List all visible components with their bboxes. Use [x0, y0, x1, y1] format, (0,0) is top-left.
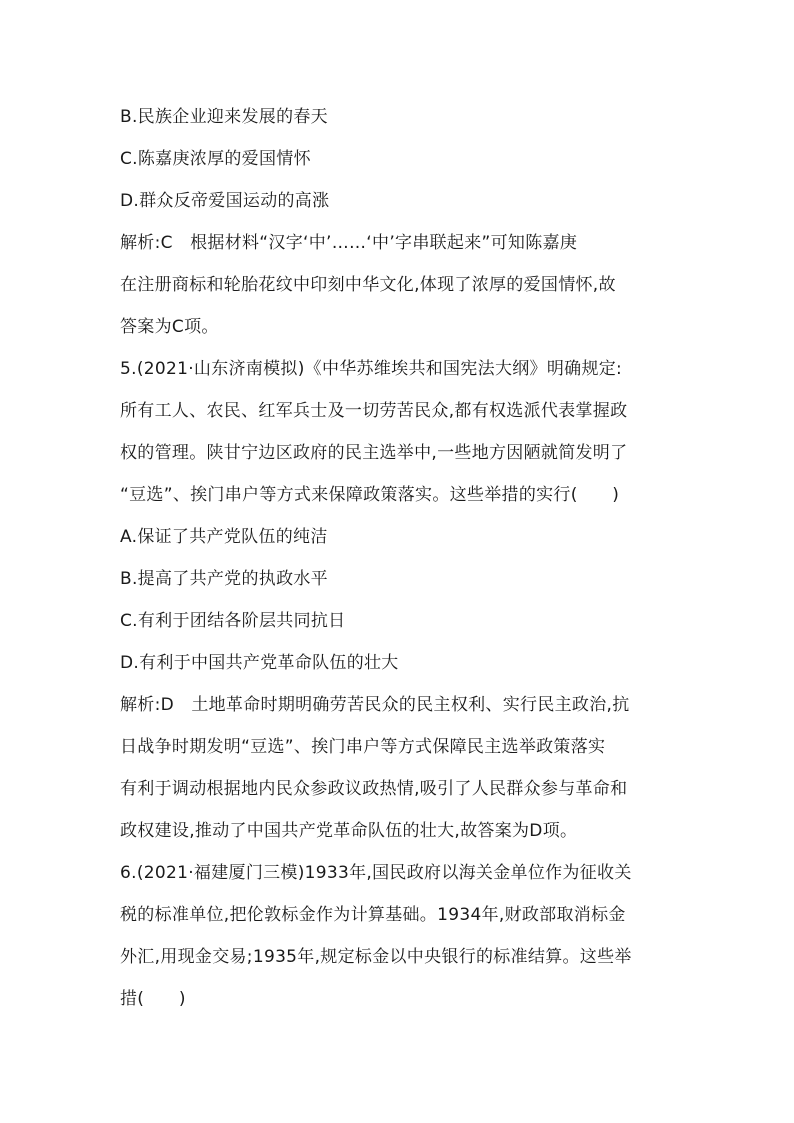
analysis-q5-line-1: 解析:D 土地革命时期明确劳苦民众的民主权利、实行民主政治,抗	[120, 695, 630, 715]
question-5-line-4: “豆选”、挨门串户等方式来保障政策落实。这些举措的实行( )	[120, 485, 620, 505]
option-b-q4: B.民族企业迎来发展的春天	[120, 107, 328, 127]
analysis-q5-line-3: 有利于调动根据地内民众参政议政热情,吸引了人民群众参与革命和	[120, 779, 628, 799]
question-6-line-3: 外汇,用现金交易;1935年,规定标金以中央银行的标准结算。这些举	[120, 947, 632, 967]
analysis-q4-line-2: 在注册商标和轮胎花纹中印刻中华文化,体现了浓厚的爱国情怀,故	[120, 275, 616, 295]
question-6-line-4: 措( )	[120, 989, 186, 1009]
option-d-q4: D.群众反帝爱国运动的高涨	[120, 191, 330, 211]
analysis-q4-line-3: 答案为C项。	[120, 317, 219, 337]
option-a-q5: A.保证了共产党队伍的纯洁	[120, 527, 328, 547]
analysis-q5-line-4: 政权建设,推动了中国共产党革命队伍的壮大,故答案为D项。	[120, 821, 578, 841]
question-5-line-2: 所有工人、农民、红军兵士及一切劳苦民众,都有权选派代表掌握政	[120, 401, 628, 421]
option-d-q5: D.有利于中国共产党革命队伍的壮大	[120, 653, 399, 673]
question-6-line-1: 6.(2021·福建厦门三模)1933年,国民政府以海关金单位作为征收关	[120, 863, 632, 883]
option-b-q5: B.提高了共产党的执政水平	[120, 569, 328, 589]
question-6-line-2: 税的标准单位,把伦敦标金作为计算基础。1934年,财政部取消标金	[120, 905, 626, 925]
option-c-q4: C.陈嘉庚浓厚的爱国情怀	[120, 149, 311, 169]
analysis-q5-line-2: 日战争时期发明“豆选”、挨门串户等方式保障民主选举政策落实	[120, 737, 606, 757]
analysis-q4-line-1: 解析:C 根据材料“汉字‘中’……‘中’字串联起来”可知陈嘉庚	[120, 233, 578, 253]
question-5-line-3: 权的管理。陕甘宁边区政府的民主选举中,一些地方因陋就简发明了	[120, 443, 628, 463]
question-5-line-1: 5.(2021·山东济南模拟)《中华苏维埃共和国宪法大纲》明确规定:	[120, 359, 623, 379]
option-c-q5: C.有利于团结各阶层共同抗日	[120, 611, 346, 631]
